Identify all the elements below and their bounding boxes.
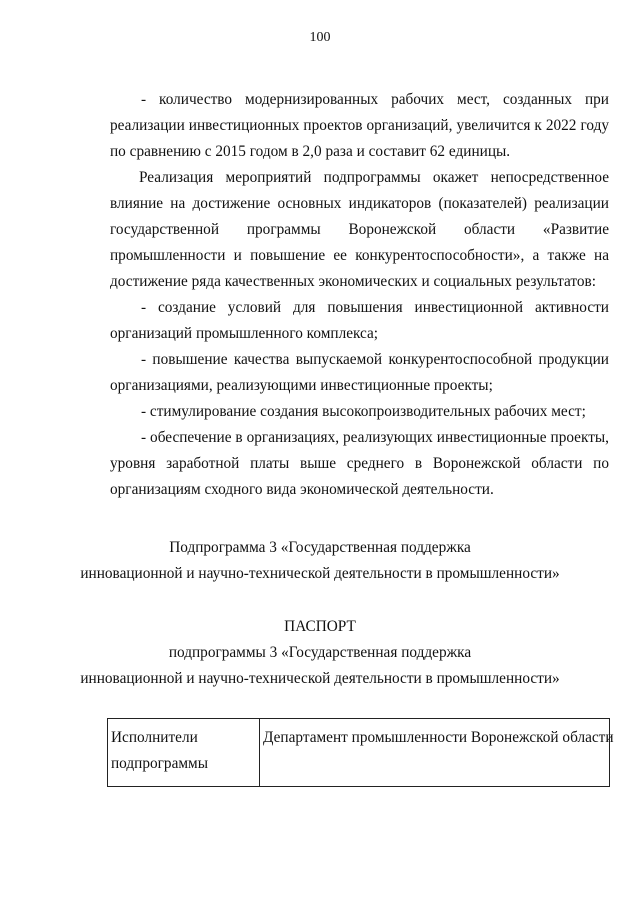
paragraph-line: организаций промышленного комплекса; [110, 325, 379, 342]
passport-subtitle: подпрограммы 3 «Государственная поддержка [168, 644, 472, 661]
paragraph-line: - стимулирование создания высокопроизводительных рабочих мест; [141, 403, 586, 420]
table-label-line: Исполнители [111, 729, 198, 746]
paragraph-line: Реализация мероприятий подпрограммы окажет непосредственное [139, 169, 609, 186]
paragraph-line: - количество модернизированных рабочих мест, созданных при [141, 91, 609, 108]
subprogram-heading: инновационной и научно-технической деятельности в промышленности» [80, 565, 560, 582]
passport-title: ПАСПОРТ [284, 618, 356, 635]
paragraph-line: организациям сходного вида экономической деятельности. [110, 481, 494, 498]
paragraph-line: достижение ряда качественных экономических и социальных результатов: [110, 273, 596, 290]
paragraph-line: - создание условий для повышения инвестиционной активности [141, 299, 609, 316]
page-number: 100 [309, 30, 331, 45]
table-label-line: подпрограммы [111, 755, 209, 772]
paragraph-line: - обеспечение в организациях, реализующих инвестиционные проекты, [141, 429, 609, 446]
paragraph-line: по сравнению с 2015 годом в 2,0 раза и составит 62 единицы. [110, 143, 511, 160]
table-cell-label [108, 719, 260, 787]
passport-table [107, 718, 614, 787]
paragraph-line: влияние на достижение основных индикаторов (показателей) реализации [110, 195, 609, 212]
paragraph-line: организациями, реализующими инвестиционные проекты; [110, 377, 493, 394]
paragraph-line: уровня заработной платы выше среднего в Воронежской области по [110, 455, 609, 472]
paragraph-line: - повышение качества выпускаемой конкурентоспособной продукции [141, 351, 609, 368]
passport-subtitle: инновационной и научно-технической деятельности в промышленности» [80, 670, 560, 687]
paragraph-line: промышленности и повышение ее конкурентоспособности», а также на [110, 247, 609, 264]
table-cell-value: Департамент промышленности Воронежской области [260, 719, 610, 787]
table-row [108, 719, 610, 787]
paragraph-line: реализации инвестиционных проектов организаций, увеличится к 2022 году [110, 117, 609, 134]
subprogram-heading: Подпрограмма 3 «Государственная поддержка [169, 539, 471, 556]
paragraph-line: государственной программы Воронежской области «Развитие [110, 221, 609, 238]
